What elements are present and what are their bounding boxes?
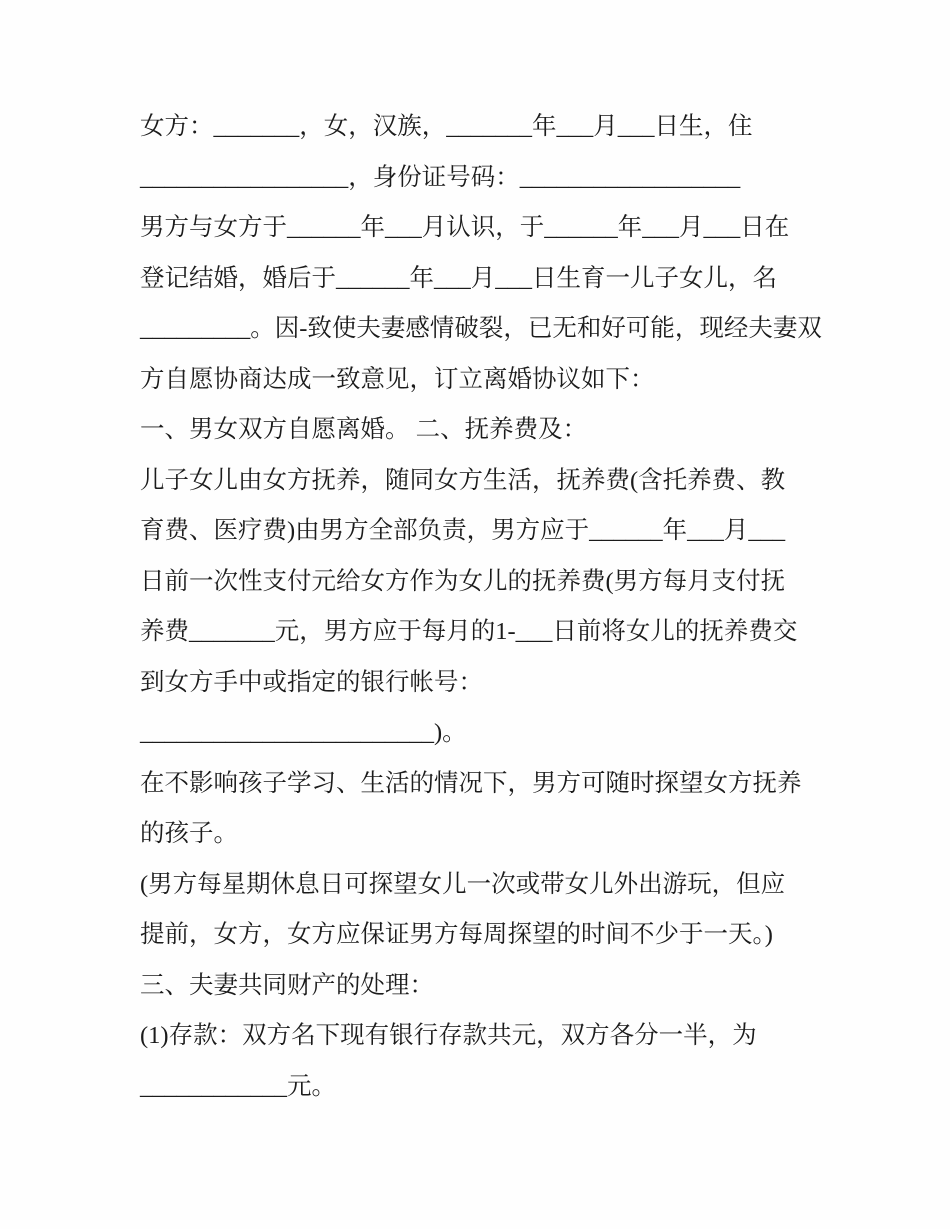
text-line-clause-one-two: 一、男女双方自愿离婚。 二、抚养费及： (140, 416, 588, 443)
text-line-deposit-2: ____________元。 (140, 1072, 336, 1100)
text-line-payment-1: 日前一次性支付元给女方作为女儿的抚养费(男方每月支付抚 (140, 567, 786, 595)
text-line-agreement-intro: 方自愿协商达成一致意见，订立离婚协议如下： (140, 365, 655, 393)
text-line-deposit-1: (1)存款：双方名下现有银行存款共元，双方各分一半，为 (140, 1022, 757, 1049)
text-line-custody-1: 儿子女儿由女方抚养，随同女方生活，抚养费(含托养费、教 (140, 466, 786, 494)
text-line-clause-three: 三、夫妻共同财产的处理： (140, 971, 434, 999)
text-line-visitation-2: 的孩子。 (140, 820, 238, 847)
text-line-meeting-date: 男方与女方于______年___月认识，于______年___月___日在 (140, 214, 790, 241)
text-line-marriage-child: 登记结婚，婚后于______年___月___日生育一儿子女儿，名 (140, 264, 777, 292)
text-line-payment-2: 养费_______元，男方应于每月的1-___日前将女儿的抚养费交 (140, 618, 798, 645)
text-line-custody-2: 育费、医疗费)由男方全部负责，男方应于______年___月___ (140, 517, 786, 544)
text-line-visitation-note-2: 提前，女方，女方应保证男方每周探望的时间不少于一天。) (140, 921, 773, 948)
text-line-bank-account-label: 到女方手中或指定的银行帐号： (140, 668, 483, 696)
text-line-bank-account-blank: ________________________)。 (140, 719, 467, 746)
text-line-woman-info: 女方：_______，女，汉族，_______年___月___日生，住 (140, 113, 753, 140)
text-line-breakup-reason: _________。因-致使夫妻感情破裂，已无和好可能，现经夫妻双 (140, 315, 822, 342)
text-line-visitation-1: 在不影响孩子学习、生活的情况下，男方可随时探望女方抚养 (140, 769, 802, 797)
text-line-visitation-note-1: (男方每星期休息日可探望女儿一次或带女儿外出游玩，但应 (140, 870, 786, 898)
text-line-id-number: _________________，身份证号码：__________________ (140, 163, 741, 191)
